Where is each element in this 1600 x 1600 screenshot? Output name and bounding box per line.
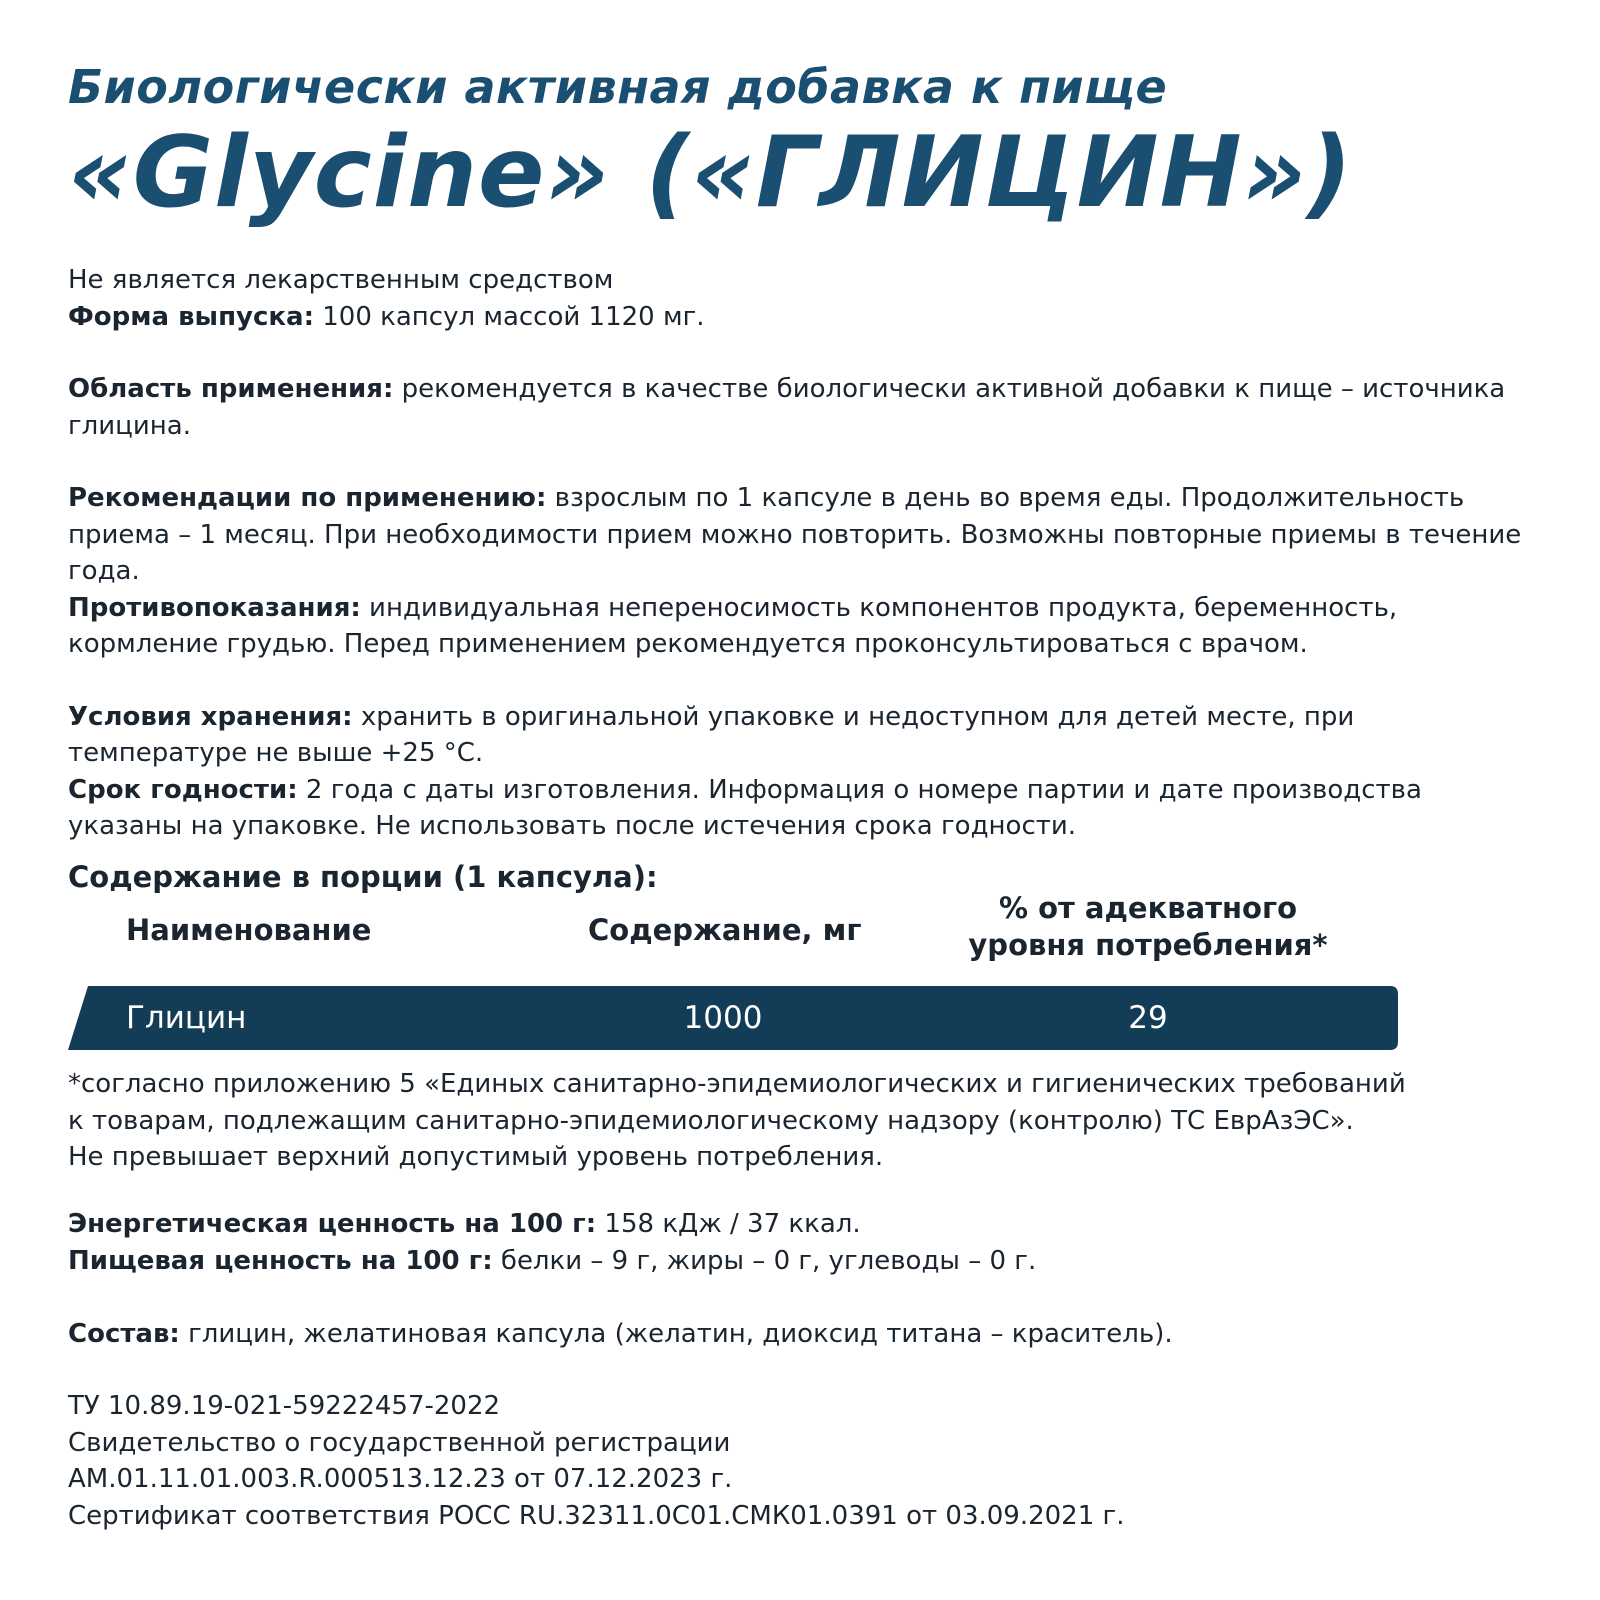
composition-paragraph xyxy=(68,1316,1538,1353)
title-line-1: Биологически активная добавка к пище xyxy=(68,60,1168,114)
cell-content: 1000 xyxy=(683,1000,763,1036)
cert-title-text: Свидетельство о государственной регистрации xyxy=(68,1427,731,1458)
recommend-value: взрослым по 1 капсуле в день во время еды. Продолжительность приема – 1 месяц. При необходимости прием можно повторить. Возможны повторные приемы в течение года. xyxy=(68,483,1522,586)
form-value: 100 капсул массой 1120 мг. xyxy=(313,301,705,332)
energy-value: 158 кДж / 37 ккал. xyxy=(596,1209,861,1239)
recommend-paragraph xyxy=(68,480,1538,590)
composition-label: Состав: xyxy=(68,1319,180,1349)
energy-paragraph xyxy=(68,1206,1538,1243)
shelf-label: Срок годности: xyxy=(68,774,298,805)
storage-paragraph xyxy=(68,699,1538,772)
storage-label: Условия хранения: xyxy=(68,701,353,732)
not-medicine-text: Не является лекарственным средством xyxy=(68,265,614,295)
table-row xyxy=(68,986,1398,1050)
area-value: рекомендуется в качестве биологически активной добавки к пище – источника глицина. xyxy=(68,374,1506,441)
composition-value: глицин, желатиновая капсула (желатин, диоксид титана – краситель). xyxy=(179,1319,1173,1349)
header-percent xyxy=(938,890,1358,964)
composition-block xyxy=(68,1316,1538,1353)
header-name: Наименование xyxy=(126,913,372,947)
recommend-label: Рекомендации по применению: xyxy=(68,483,547,513)
cell-percent: 29 xyxy=(1128,1000,1168,1036)
shelf-value: 2 года с даты изготовления. Информация о номере партии и дате производства указаны на упаковке. Не использовать после истечения срока годности. xyxy=(68,774,1422,841)
nutri-label: Пищевая ценность на 100 г: xyxy=(68,1245,493,1276)
form-paragraph xyxy=(68,299,1538,336)
storage-value: хранить в оригинальной упаковке и недоступном для детей месте, при температуре не выше +25 °С. xyxy=(68,701,1355,768)
header-content: Содержание, мг xyxy=(588,913,862,947)
header-percent-line-2: уровня потребления* xyxy=(968,928,1328,962)
contra-value: индивидуальная непереносимость компонентов продукта, беременность, кормление грудью. Перед применением рекомендуется проконсультироваться с врачом. xyxy=(68,592,1398,659)
title-line-2: «Glycine» («ГЛИЦИН») xyxy=(68,116,1354,230)
area-paragraph xyxy=(68,371,1538,444)
footnote-block xyxy=(68,1066,1538,1176)
cell-name: Глицин xyxy=(126,1000,247,1036)
footnote-line-3: Не превышает верхний допустимый уровень потребления. xyxy=(68,1142,884,1172)
registration-block xyxy=(68,1388,1538,1534)
header-percent-line-1: % от адекватного xyxy=(998,891,1298,925)
info-block xyxy=(68,262,1538,845)
tu-text: ТУ 10.89.19-021-59222457-2022 xyxy=(68,1391,501,1421)
footnote-line-1: *согласно приложению 5 «Единых санитарно-эпидемиологических и гигиенических требований xyxy=(68,1069,1406,1099)
shelf-paragraph xyxy=(68,772,1538,845)
nutrition-block xyxy=(68,1206,1538,1279)
conformity-text: Сертификат соответствия РОСС RU.32311.0С01.СМК01.0391 от 03.09.2021 г. xyxy=(68,1500,1125,1531)
contra-label: Противопоказания: xyxy=(68,592,361,623)
area-label: Область применения: xyxy=(68,374,394,404)
serving-title: Содержание в порции (1 капсула): xyxy=(68,860,658,894)
nutri-paragraph xyxy=(68,1243,1538,1280)
energy-label: Энергетическая ценность на 100 г: xyxy=(68,1209,597,1239)
contra-paragraph xyxy=(68,590,1538,663)
table-header xyxy=(68,890,1398,970)
nutri-value: белки – 9 г, жиры – 0 г, углеводы – 0 г. xyxy=(492,1245,1037,1276)
cert-number-text: AM.01.11.01.003.R.000513.12.23 от 07.12.2023 г. xyxy=(68,1464,733,1494)
form-label: Форма выпуска: xyxy=(68,301,314,332)
footnote-line-2: к товарам, подлежащим санитарно-эпидемиологическому надзору (контролю) ТС ЕврАзЭС». xyxy=(68,1105,1354,1136)
